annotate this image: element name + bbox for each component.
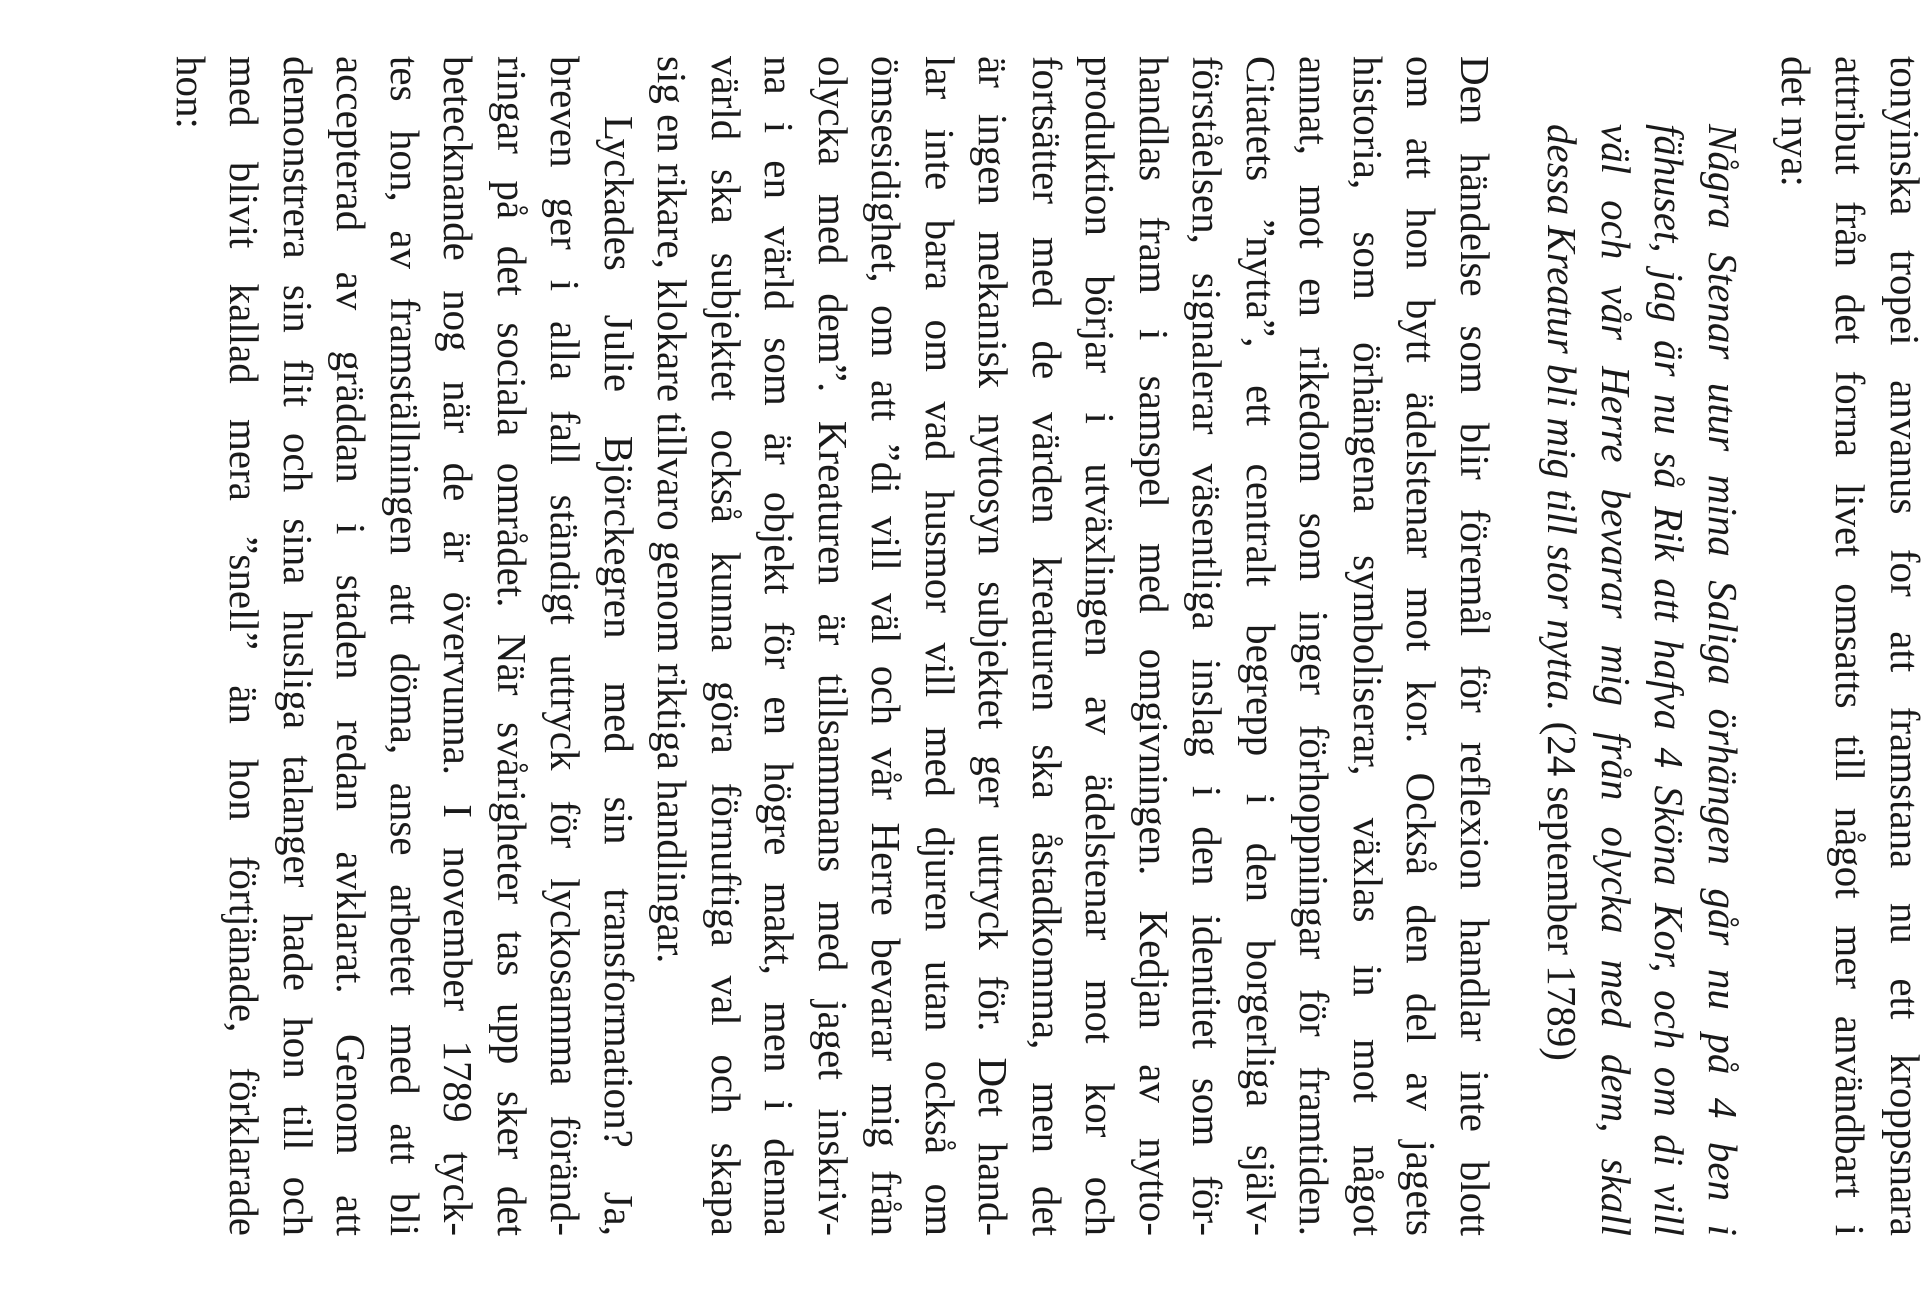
quote-line-last [1535, 124, 1589, 1236]
paragraph-line: handlas fram i samspel med omgivningen. Kedjan av nytto- [1131, 56, 1177, 1236]
quote-line: väl och vår Herre bevarar mig från olycka med dem, skall [1593, 124, 1639, 1236]
paragraph-line: Citatets ”nytta”, ett centralt begrepp i den borgerliga själv- [1238, 56, 1284, 1236]
letter-quotation [1535, 124, 1749, 1236]
paragraph-line: är ingen mekanisk nyttosyn subjektet ger uttryck för. Det hand- [970, 56, 1017, 1236]
paragraph-2 [164, 56, 646, 1236]
intro-line: det nya: [1773, 56, 1820, 187]
quote-date: (24 september 1789) [1539, 711, 1586, 1061]
paragraph-1 [645, 56, 1501, 1236]
paragraph-line: Den händelse som blir föremål för reflexion handlar inte blott [1452, 56, 1498, 1236]
paragraph-line: demonstrera sin flit och sina husliga talanger hade hon till och [275, 56, 321, 1236]
paragraph-line: na i en värld som är objekt för en högre makt, men i denna [756, 56, 803, 1236]
quote-line: fähuset, jag är nu så Rik att hafva 4 Sköna Kor, och om di vill [1646, 124, 1693, 1236]
paragraph-line: annat, mot en rikedom som inger förhoppningar för framtiden. [1291, 56, 1338, 1236]
intro-paragraph [1769, 56, 1876, 1236]
paragraph-line: produktion börjar i utväxlingen av ädelstenar mot kor och [1077, 56, 1124, 1236]
paragraph-line: sig en rikare, klokare tillvaro genom riktiga handlingar. [649, 56, 696, 964]
quote-last-text: dessa Kreatur bli mig till stor nytta. [1539, 124, 1586, 712]
paragraph-line: värld ska subjektet också kunna göra förnuftiga val och skapa [703, 56, 749, 1236]
paragraph-line: tes hon, av framställningen att döma, anse arbetet med att bli [382, 56, 428, 1236]
paragraph-line: Lyckades Julie Björckegren med sin transformation? Ja, [596, 116, 642, 1236]
paragraph-line: historia, som örhängena symboliserar, växlas in mot något [1345, 56, 1391, 1236]
paragraph-line: accepterad av gräddan i staden redan avklarat. Genom att [328, 56, 375, 1236]
text-block [164, 56, 1928, 1236]
paragraph-line: fortsätter med de värden kreaturen ska åstadkomma, men det [1024, 56, 1070, 1236]
cut-off-line-text: tonyinska tropei anvanus for att framstana nu ett kroppsnara [1882, 56, 1928, 1236]
paragraph-line: olycka med dem”. Kreaturen är tillsammans med jaget inskriv- [810, 56, 856, 1236]
intro-line: attribut från det forna livet omsatts till något mer användbart i [1827, 56, 1873, 1236]
paragraph-line: ringar på det sociala området. När svårigheter tas upp sker det [489, 56, 535, 1236]
paragraph-line: med blivit kallad mera ”snell” än hon förtjänade, förklarade [221, 56, 268, 1236]
paragraph-line: breven ger i alla fall ständigt uttryck för lyckosamma föränd- [542, 56, 589, 1236]
paragraph-line: betecknande nog när de är övervunna. I november 1789 tyck- [435, 56, 482, 1236]
paragraph-line: lar inte bara om vad husmor vill med djuren utan också om [917, 56, 963, 1236]
paragraph-line: förståelsen, signalerar väsentliga inslag i den identitet som för- [1184, 56, 1231, 1236]
paragraph-line: om att hon bytt ädelstenar mot kor. Också den del av jagets [1398, 56, 1445, 1236]
cut-off-top-line [1877, 56, 1928, 1236]
paragraph-line: hon: [168, 56, 214, 129]
quote-line: Några Stenar utur mina Saliga örhängen går nu på 4 ben i [1700, 124, 1746, 1236]
paragraph-line: ömsesidighet, om att ”di vill väl och vår Herre bevarar mig från [863, 56, 910, 1236]
